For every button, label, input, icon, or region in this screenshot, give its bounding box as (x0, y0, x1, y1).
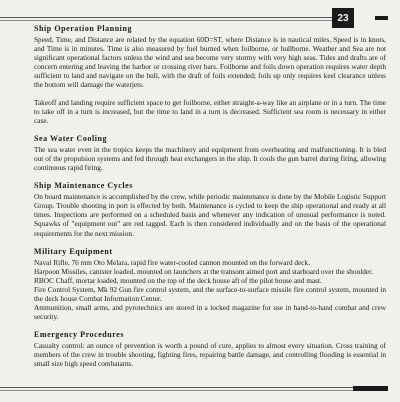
section-heading: Ship Operation Planning (34, 24, 133, 33)
section-heading: Sea Water Cooling (34, 133, 108, 143)
section-ship-maintenance-cycles (34, 181, 386, 237)
bottom-rule (0, 387, 353, 388)
section-ship-operation-planning (34, 24, 386, 125)
paragraph: On board maintenance is accomplished by the crew, while periodic maintenance is done by the Mobile Logistic Support Group. Trouble shooting in port is effected by both. Maintenance is cycled to keep the ship operational and ready at all times. Inspections are performed on a scheduled basis and whenever any indication of unusual performance is noted. Squawks of "equipment out" are red tagged. Each is then considered individually and on the basis of the operational requirements for the next mission. (34, 192, 386, 238)
bottom-rule-secondary (0, 390, 353, 391)
paragraph: Takeoff and landing require sufficient space to get foilborne, either straight-a-way like an airplane or in a turn. The time to take off in a turn is increased, but the time to land in a turn is decreased. Sufficient sea room is necessary in either case. (34, 97, 386, 125)
section-sea-water-cooling (34, 134, 386, 172)
paragraph: Casualty control: an ounce of prevention is worth a pound of cure, applies to almost every situation. Cross training of members of the crew in trouble shooting, fighting fires, repairing battle damage, and controlling flooding is essential in small size high speed combatants. (34, 341, 386, 369)
section-heading: Ship Maintenance Cycles (34, 181, 133, 191)
section-heading: Emergency Procedures (34, 330, 125, 340)
top-rule (0, 17, 332, 18)
equipment-item: RBOC Chaff, mortar loaded, mounted on the top of the deck house aft of the pilot house and mast. (34, 275, 322, 285)
top-right-bar (375, 16, 388, 20)
top-rule-secondary (0, 20, 332, 21)
section-heading: Military Equipment (34, 246, 113, 256)
equipment-item: Naval Rifle, 76 mm Oto Melara, rapid fire water-cooled cannon mounted on the forward deck. (34, 257, 311, 267)
equipment-item: Harpoon Missiles, canister loaded, mounted on launchers at the transom aimed port and starboard over the shoulder. (34, 266, 374, 276)
bottom-right-bar (353, 386, 388, 391)
equipment-item: Ammunition, small arms, and pyrotechnics are stored in a locked magazine for use in hand-to-hand combat and crew security. (34, 303, 386, 322)
equipment-item: Fire Control System, Mk 92 Gun fire control system, and the surface-to-surface missile fire control system, mounted in the deck house Combat Information Center. (34, 284, 386, 303)
paragraph: Speed, Time, and Distance are related by the equation 60D=ST, where Distance is in nautical miles, Speed is in knots, and Time is in minutes. Time is also measured by fuel burned when foilborne, or hullborne. Weather and Sea are not significant operational factors unless the wind and sea become very stormy with very high seas. Tides and drafts are of concern entering and leaving the harbor or crossing river bars. Foilborne and foils down operation requires water depth sufficient to land and navigate on the hull, with the draft of foils extended; foils up only requires keel clearance unless the bottom will damage the waterjets. (34, 35, 386, 90)
page-content (34, 24, 386, 378)
section-emergency-procedures (34, 330, 386, 368)
page-number: 23 (332, 8, 354, 28)
section-military-equipment (34, 247, 386, 322)
paragraph: The sea water even in the tropics keeps the machinery and equipment from overheating and malfunctioning. It is bled out of the propulsion systems and fed through heat exchangers in the ship. It cools the gun barrel during firing, allowing continuous rapid firing. (34, 144, 386, 173)
